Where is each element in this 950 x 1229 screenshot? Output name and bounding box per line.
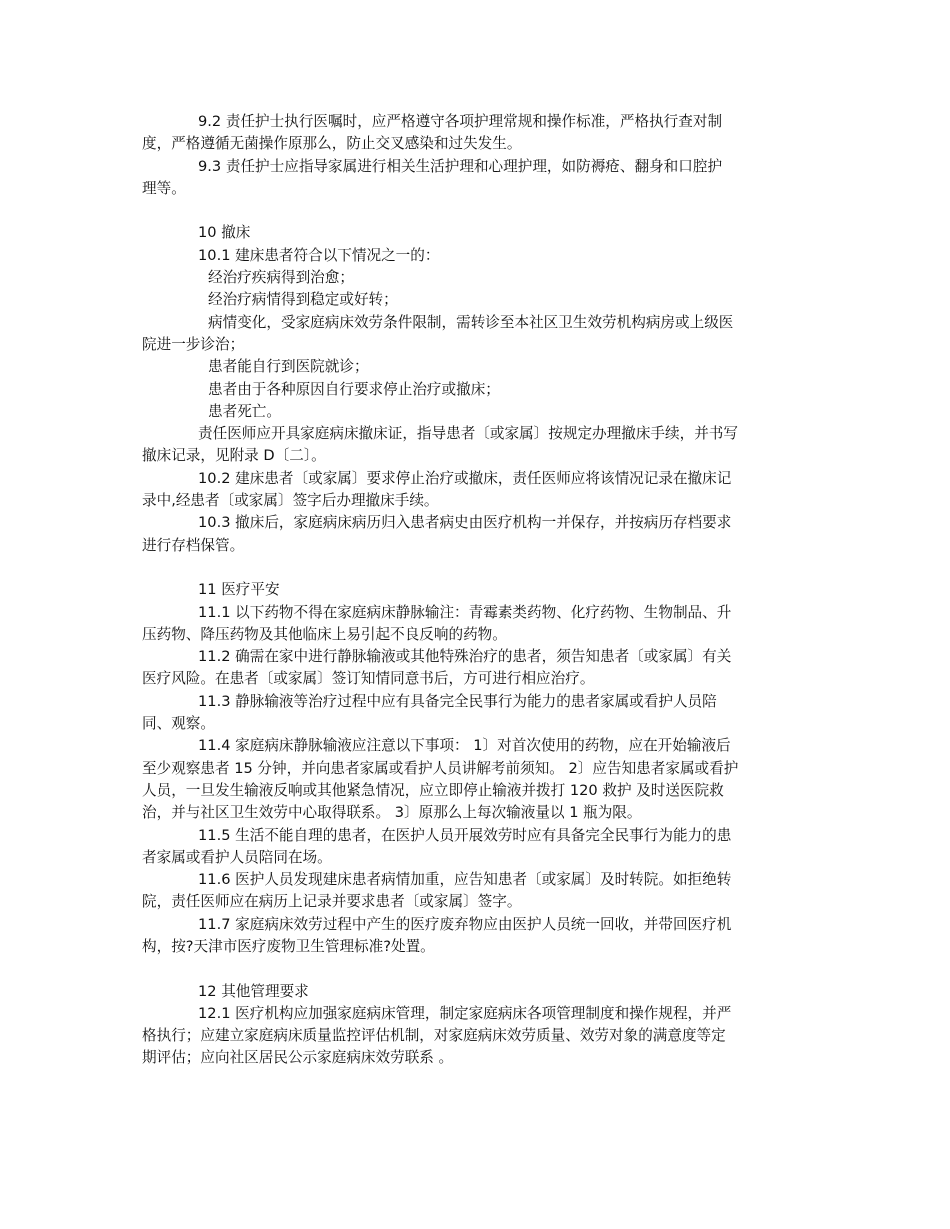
text-line: 人员，一旦发生输液反响或其他紧急情况，应立即停止输液并拨打 120 救护 及时送医院救 xyxy=(142,781,724,799)
text-line: 进行存档保管。 xyxy=(142,536,245,554)
text-line: 期评估；应向社区居民公示家庭病床效劳联系 。 xyxy=(142,1049,454,1067)
text-line: 治，并与社区卫生效劳中心取得联系。 3〕原那么上每次输液量以 1 瓶为限。 xyxy=(142,804,642,822)
list-item: 经治疗疾病得到治愈； xyxy=(208,269,354,287)
list-item: 患者由于各种原因自行要求停止治疗或撤床； xyxy=(208,380,500,398)
text-line: 格执行；应建立家庭病床质量监控评估机制，对家庭病床效劳质量、效劳对象的满意度等定 xyxy=(142,1027,726,1045)
text-line: 10.1 建床患者符合以下情况之一的： xyxy=(198,246,440,264)
text-line: 11.5 生活不能自理的患者，在医护人员开展效劳时应有具备完全民事行为能力的患 xyxy=(198,826,732,844)
text-line: 11.1 以下药物不得在家庭病床静脉输注：青霉素类药物、化疗药物、生物制品、升 xyxy=(198,603,732,621)
text-line: 者家属或看护人员陪同在场。 xyxy=(142,848,332,866)
text-line: 度，严格遵循无菌操作原那么，防止交叉感染和过失发生。 xyxy=(142,135,522,153)
text-line: 撤床记录，见附录 D〔二〕。 xyxy=(142,447,326,465)
document-body xyxy=(142,111,810,1070)
blank-line xyxy=(142,557,810,579)
blank-line xyxy=(142,958,810,980)
text-line: 10.3 撤床后，家庭病床病历归入患者病史由医疗机构一并保存，并按病历存档要求 xyxy=(198,514,732,532)
text-line: 10.2 建床患者〔或家属〕要求停止治疗或撤床，责任医师应将该情况记录在撤床记 xyxy=(198,469,732,487)
text-line: 院，责任医师应在病历上记录并要求患者〔或家属〕签字。 xyxy=(142,893,522,911)
list-item: 经治疗病情得到稳定或好转； xyxy=(208,291,398,309)
text-line: 12.1 医疗机构应加强家庭病床管理，制定家庭病床各项管理制度和操作规程，并严 xyxy=(198,1004,732,1022)
text-line: 责任医师应开具家庭病床撤床证，指导患者〔或家属〕按规定办理撤床手续，并书写 xyxy=(198,425,738,443)
text-line: 11.7 家庭病床效劳过程中产生的医疗废弃物应由医护人员统一回收，并带回医疗机 xyxy=(198,915,732,933)
text-line: 医疗风险。在患者〔或家属〕签订知情同意书后，方可进行相应治疗。 xyxy=(142,670,595,688)
section-heading: 12 其他管理要求 xyxy=(198,982,309,1000)
blank-line xyxy=(142,200,810,222)
list-item: 患者死亡。 xyxy=(208,402,281,420)
text-line: 同、观察。 xyxy=(142,715,215,733)
text-line: 11.6 医护人员发现建床患者病情加重，应告知患者〔或家属〕及时转院。如拒绝转 xyxy=(198,871,732,889)
text-line: 理等。 xyxy=(142,179,186,197)
text-line: 11.2 确需在家中进行静脉输液或其他特殊治疗的患者，须告知患者〔或家属〕有关 xyxy=(198,648,732,666)
text-line: 院进一步诊治； xyxy=(142,335,245,353)
section-heading: 11 医疗平安 xyxy=(198,581,280,599)
text-line: 11.3 静脉输液等治疗过程中应有具备完全民事行为能力的患者家属或看护人员陪 xyxy=(198,692,717,710)
list-item: 患者能自行到医院就诊； xyxy=(208,358,369,376)
text-line: 11.4 家庭病床静脉输液应注意以下事项： 1〕对首次使用的药物，应在开始输液后 xyxy=(198,737,731,755)
text-line: 至少观察患者 15 分钟，并向患者家属或看护人员讲解考前须知。 2〕应告知患者家属或看护 xyxy=(142,759,739,777)
text-line: 压药物、降压药物及其他临床上易引起不良反响的药物。 xyxy=(142,625,507,643)
section-heading: 10 撤床 xyxy=(198,224,251,242)
list-item: 病情变化，受家庭病床效劳条件限制，需转诊至本社区卫生效劳机构病房或上级医 xyxy=(208,313,734,331)
text-line: 构，按?天津市医疗废物卫生管理标准?处置。 xyxy=(142,937,435,955)
text-line: 9.2 责任护士执行医嘱时，应严格遵守各项护理常规和操作标准，严格执行查对制 xyxy=(198,113,723,130)
text-line: 9.3 责任护士应指导家属进行相关生活护理和心理护理，如防褥疮、翻身和口腔护 xyxy=(198,157,723,175)
text-line: 录中,经患者〔或家属〕签字后办理撤床手续。 xyxy=(142,492,439,510)
